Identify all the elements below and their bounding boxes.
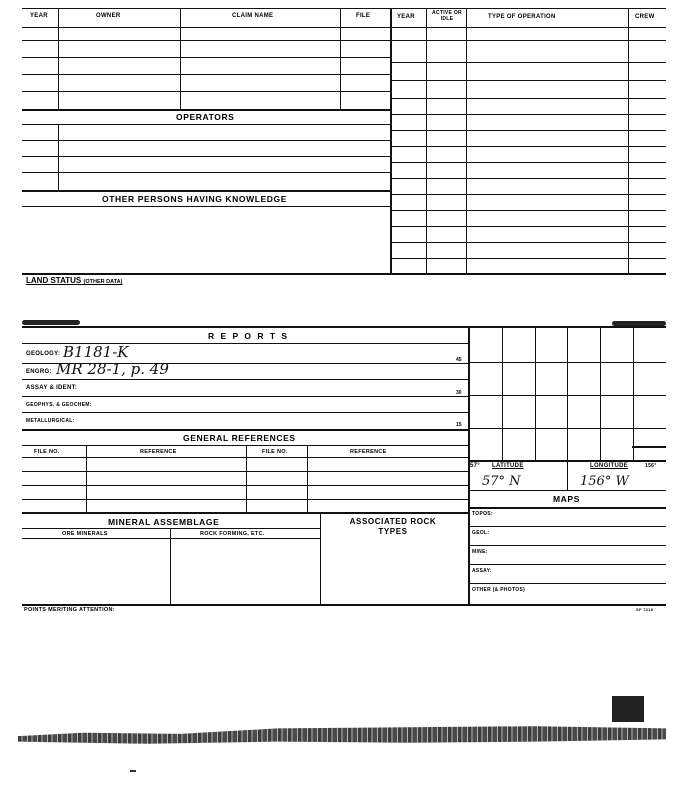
grid-number: 15 <box>456 422 462 428</box>
col-sep <box>58 27 59 109</box>
row-rule <box>22 140 390 141</box>
section-rule <box>22 190 390 192</box>
maps-geol: GEOL: <box>472 530 490 536</box>
hdr-sep <box>180 8 181 27</box>
col-sep <box>340 27 341 109</box>
ref-col-reference-2: REFERENCE <box>350 449 387 455</box>
form-number: SF 7218 <box>636 607 654 612</box>
header-claim-name: CLAIM NAME <box>232 13 274 19</box>
top-border <box>22 8 666 9</box>
hdr-sep <box>340 8 341 27</box>
longitude-label: LONGITUDE <box>590 463 629 469</box>
header-active-idle: ACTIVE OR IDLE <box>432 10 462 22</box>
row-rule <box>22 528 320 529</box>
col-sep <box>628 8 629 273</box>
ore-minerals-label: ORE MINERALS <box>62 531 108 537</box>
row-rule <box>390 178 666 179</box>
row-rule <box>22 57 390 58</box>
row-rule <box>22 396 468 397</box>
row-rule <box>22 538 320 539</box>
row-rule <box>390 242 666 243</box>
col-sep <box>86 445 87 512</box>
col-sep <box>307 445 308 512</box>
grid-line <box>468 395 666 396</box>
header-owner: OWNER <box>96 13 121 19</box>
engrg-value: MR 28-1, p. 49 <box>56 360 169 378</box>
mineral-assemblage-heading: MINERAL ASSEMBLAGE <box>108 517 220 527</box>
reports-heading: R E P O R T S <box>208 331 290 341</box>
section-rule <box>468 507 666 509</box>
general-references-heading: GENERAL REFERENCES <box>183 433 296 443</box>
maps-other: OTHER (& PHOTOS) <box>472 587 526 593</box>
row-rule <box>468 490 666 491</box>
maps-mine: MINE: <box>472 549 488 555</box>
row-rule <box>390 258 666 259</box>
ref-col-file-no: FILE NO. <box>34 449 60 455</box>
row-rule <box>22 445 468 446</box>
grid-line <box>633 328 634 460</box>
header-file: FILE <box>356 13 371 19</box>
operators-heading: OPERATORS <box>176 112 235 122</box>
header-type-of-operation: TYPE OF OPERATION <box>488 14 556 20</box>
row-rule <box>468 545 666 546</box>
row-rule <box>390 210 666 211</box>
land-status-label <box>26 276 122 285</box>
col-sep <box>170 528 171 604</box>
grid-number: 45 <box>456 357 462 363</box>
header-rule <box>22 27 666 28</box>
row-rule <box>22 499 468 500</box>
row-rule <box>22 172 390 173</box>
row-rule <box>390 98 666 99</box>
longitude-value: 156° W <box>580 474 629 489</box>
grid-line <box>535 328 536 460</box>
row-rule <box>22 206 390 207</box>
row-rule <box>22 471 468 472</box>
latitude-value: 57° N <box>482 474 521 489</box>
row-rule <box>390 130 666 131</box>
header-crew: CREW <box>635 14 655 20</box>
row-rule <box>468 583 666 584</box>
grid-number: 30 <box>456 390 462 396</box>
col-sep <box>320 512 321 604</box>
rock-forming-label: ROCK FORMING, ETC. <box>200 531 265 537</box>
row-rule <box>22 156 390 157</box>
scan-speck <box>130 770 136 772</box>
row-rule <box>22 485 468 486</box>
lat-lon-sep <box>567 460 568 490</box>
row-rule <box>22 91 390 92</box>
points-meriting-label: POINTS MERITING ATTENTION: <box>24 607 115 613</box>
ref-col-reference: REFERENCE <box>140 449 177 455</box>
row-rule <box>390 62 666 63</box>
black-block-mark <box>612 696 644 722</box>
latitude-label: LATITUDE <box>492 463 524 469</box>
row-rule <box>390 114 666 115</box>
lat-prefix: 57° <box>470 463 480 469</box>
geology-label: GEOLOGY: <box>26 351 61 357</box>
row-rule <box>22 124 390 125</box>
grid-line <box>502 328 503 460</box>
col-sep <box>466 8 467 273</box>
col-sep <box>426 8 427 273</box>
row-rule <box>22 40 390 41</box>
row-rule <box>390 146 666 147</box>
grid-line <box>468 362 666 363</box>
row-rule <box>22 457 468 458</box>
section-rule <box>22 429 468 431</box>
maps-assay: ASSAY: <box>472 568 492 574</box>
bottom-rule <box>22 273 666 275</box>
col-sep <box>58 124 59 190</box>
row-rule <box>390 226 666 227</box>
hdr-sep <box>58 8 59 27</box>
scan-streak <box>18 724 666 746</box>
reports-top-rule <box>22 326 666 328</box>
maps-heading: MAPS <box>553 494 580 504</box>
ref-col-file-no-2: FILE NO. <box>262 449 288 455</box>
row-rule <box>22 412 468 413</box>
row-rule <box>22 379 468 380</box>
header-year: YEAR <box>30 13 48 19</box>
land-status-title: LAND STATUS <box>26 276 82 285</box>
row-rule <box>390 80 666 81</box>
engrg-label: ENGRG: <box>26 369 52 375</box>
row-rule <box>390 194 666 195</box>
row-rule <box>22 74 390 75</box>
col-sep <box>180 27 181 109</box>
other-persons-heading: OTHER PERSONS HAVING KNOWLEDGE <box>102 194 288 204</box>
grid-mark <box>632 446 666 448</box>
section-rule <box>22 109 390 111</box>
row-rule <box>468 564 666 565</box>
associated-rock-types-heading: ASSOCIATED ROCK TYPES <box>349 517 437 536</box>
grid-line <box>567 328 568 460</box>
grid-line <box>600 328 601 460</box>
assay-label: ASSAY & IDENT: <box>26 385 78 391</box>
section-rule <box>22 512 468 514</box>
geology-value: B1181-K <box>63 343 129 361</box>
row-rule <box>390 162 666 163</box>
row-rule <box>468 526 666 527</box>
grid-line <box>468 428 666 429</box>
land-status-sub: (OTHER DATA) <box>83 279 123 285</box>
maps-topos: TOPOS: <box>472 511 493 517</box>
lon-suffix: 156° <box>645 463 657 469</box>
smudge-mark <box>22 320 80 325</box>
center-divider <box>390 8 392 273</box>
row-rule <box>390 40 666 41</box>
geophys-label: GEOPHYS. & GEOCHEM: <box>26 402 92 408</box>
section-rule <box>22 604 666 606</box>
metallurgical-label: METALLURGICAL: <box>26 418 75 424</box>
header-year-2: YEAR <box>397 14 415 20</box>
col-sep <box>246 445 247 512</box>
